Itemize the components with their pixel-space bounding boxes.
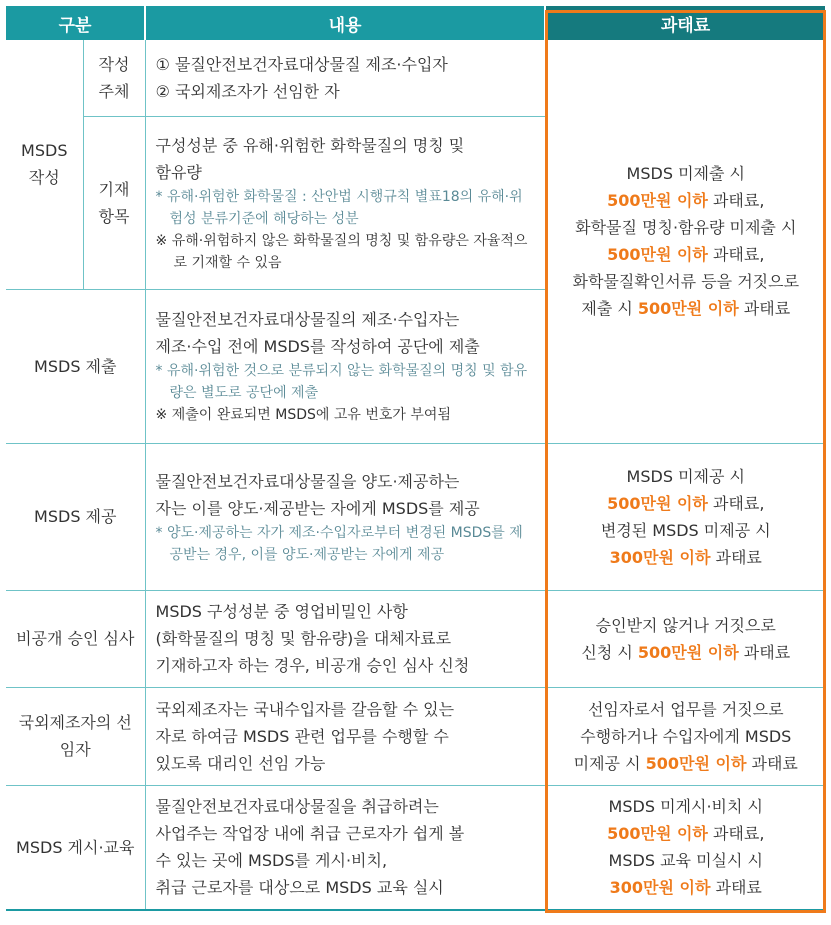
fine-text: 과태료, <box>707 245 765 265</box>
fine-highlight: 300만원 이하 <box>609 547 711 567</box>
fine-line <box>552 490 821 517</box>
content-line: 구성성분 중 유해·위험한 화학물질의 명칭 및 <box>155 135 465 155</box>
table-row <box>6 785 826 910</box>
fine-highlight: 500만원 이하 <box>607 191 708 211</box>
content-submit <box>145 289 545 443</box>
fine-text: 제출 시 <box>581 299 638 319</box>
fine-text: 과태료 <box>738 642 791 662</box>
fine-line: MSDS 미제공 시 <box>626 466 745 486</box>
content-items <box>145 116 545 289</box>
category-nondisclosure: 비공개 승인 심사 <box>6 590 145 687</box>
content-note: * 유해·위험한 것으로 분류되지 않는 화학물질의 명칭 및 함유량은 별도로 공단에 제출 <box>155 363 528 401</box>
content-line: ① 물질안전보건자료대상물질 제조·수입자 <box>155 54 448 74</box>
fine-line <box>552 187 821 214</box>
fine-highlight: 500만원 이하 <box>637 299 739 319</box>
fine-line: 선임자로서 업무를 거짓으로 <box>587 699 784 719</box>
fine-line <box>552 544 821 571</box>
category-agent: 국외제조자의 선임자 <box>6 687 145 785</box>
category-posting: MSDS 게시·교육 <box>6 785 145 910</box>
fine-text: 과태료 <box>710 547 762 567</box>
fine-text: 미제공 시 <box>573 753 646 773</box>
content-line: 국외제조자는 국내수입자를 갈음할 수 있는 <box>155 699 455 719</box>
fine-line: 변경된 MSDS 미제공 시 <box>600 520 771 540</box>
fine-line <box>552 639 821 666</box>
content-line: (화학물질의 명칭 및 함유량)을 대체자료로 <box>155 629 452 648</box>
fine-line: MSDS 미게시·비치 시 <box>608 797 763 817</box>
content-line: 취급 근로자를 대상으로 MSDS 교육 실시 <box>155 878 444 898</box>
category-writing: MSDS 작성 <box>6 40 83 289</box>
header-category: 구분 <box>6 6 145 40</box>
fine-text: 과태료, <box>707 824 765 844</box>
fine-submit <box>545 40 826 443</box>
fine-line: MSDS 미제출 시 <box>626 164 745 184</box>
content-posting <box>145 785 545 910</box>
header-fine: 과태료 <box>545 6 826 40</box>
fine-line <box>552 874 821 901</box>
fine-highlight: 500만원 이하 <box>607 493 708 513</box>
table-row <box>6 590 826 687</box>
fine-line <box>552 241 821 268</box>
table-row <box>6 40 826 116</box>
content-line: MSDS 구성성분 중 영업비밀인 사항 <box>155 602 408 621</box>
fine-nondisclosure <box>545 590 826 687</box>
fine-highlight: 500만원 이하 <box>607 245 708 265</box>
fine-posting <box>545 785 826 910</box>
header-content: 내용 <box>145 6 545 40</box>
content-line: ② 국외제조자가 선임한 자 <box>155 81 340 101</box>
msds-table <box>6 6 827 911</box>
content-line: 제조·수입 전에 MSDS를 작성하여 공단에 제출 <box>155 337 480 356</box>
fine-highlight: 500만원 이하 <box>645 753 747 773</box>
fine-text: 과태료, <box>707 191 765 211</box>
content-note: * 유해·위험한 화학물질 : 산안법 시행규칙 별표18의 유해·위험성 분류기준에 해당하는 성분 <box>155 188 523 227</box>
fine-provide <box>545 443 826 590</box>
content-provide <box>145 443 545 590</box>
content-note: ※ 제출이 완료되면 MSDS에 고유 번호가 부여됨 <box>155 407 451 423</box>
fine-line: 수행하거나 수입자에게 MSDS <box>580 726 792 746</box>
table-row <box>6 443 826 590</box>
sub-items: 기재 항목 <box>83 116 145 289</box>
fine-line <box>552 295 821 322</box>
fine-line: 승인받지 않거나 거짓으로 <box>595 615 776 635</box>
table-row <box>6 687 826 785</box>
content-line: 수 있는 곳에 MSDS를 게시·비치, <box>155 851 388 871</box>
content-nondisclosure <box>145 590 545 687</box>
content-agent <box>145 687 545 785</box>
fine-highlight: 500만원 이하 <box>637 642 739 662</box>
fine-line: 화학물질확인서류 등을 거짓으로 <box>572 272 800 292</box>
content-author <box>145 40 545 116</box>
fine-text: 과태료 <box>710 878 762 898</box>
fine-line <box>552 750 821 777</box>
fine-highlight: 500만원 이하 <box>607 824 708 844</box>
content-line: 자로 하여금 MSDS 관련 업무를 수행할 수 <box>155 726 449 746</box>
fine-text: 과태료 <box>738 299 791 319</box>
content-line: 자는 이를 양도·제공받는 자에게 MSDS를 제공 <box>155 498 480 518</box>
content-line: 물질안전보건자료대상물질을 양도·제공하는 <box>155 471 460 491</box>
content-line: 있도록 대리인 선임 가능 <box>155 753 326 773</box>
fine-text: 과태료, <box>707 493 765 513</box>
header-row <box>6 6 826 40</box>
content-note: * 양도·제공하는 자가 제조·수입자로부터 변경된 MSDS를 제공받는 경우, 이를 양도·제공받는 자에게 제공 <box>155 524 523 563</box>
fine-line <box>552 820 821 847</box>
fine-text: 신청 시 <box>581 642 638 662</box>
fine-text: 과태료 <box>746 753 798 773</box>
fine-line: MSDS 교육 미실시 시 <box>608 851 763 871</box>
fine-agent <box>545 687 826 785</box>
content-line: 물질안전보건자료대상물질을 취급하려는 <box>155 797 439 817</box>
category-provide: MSDS 제공 <box>6 443 145 590</box>
content-note: ※ 유해·위험하지 않은 화학물질의 명칭 및 함유량은 자율적으로 기재할 수 있음 <box>155 232 528 271</box>
fine-line: 화학물질 명칭·함유량 미제출 시 <box>575 218 797 238</box>
content-line: 물질안전보건자료대상물질의 제조·수입자는 <box>155 310 460 329</box>
category-submit: MSDS 제출 <box>6 289 145 443</box>
fine-highlight: 300만원 이하 <box>609 878 711 898</box>
content-line: 함유량 <box>155 162 202 182</box>
sub-author: 작성 주체 <box>83 40 145 116</box>
content-line: 사업주는 작업장 내에 취급 근로자가 쉽게 볼 <box>155 824 465 844</box>
content-line: 기재하고자 하는 경우, 비공개 승인 심사 신청 <box>155 656 470 675</box>
